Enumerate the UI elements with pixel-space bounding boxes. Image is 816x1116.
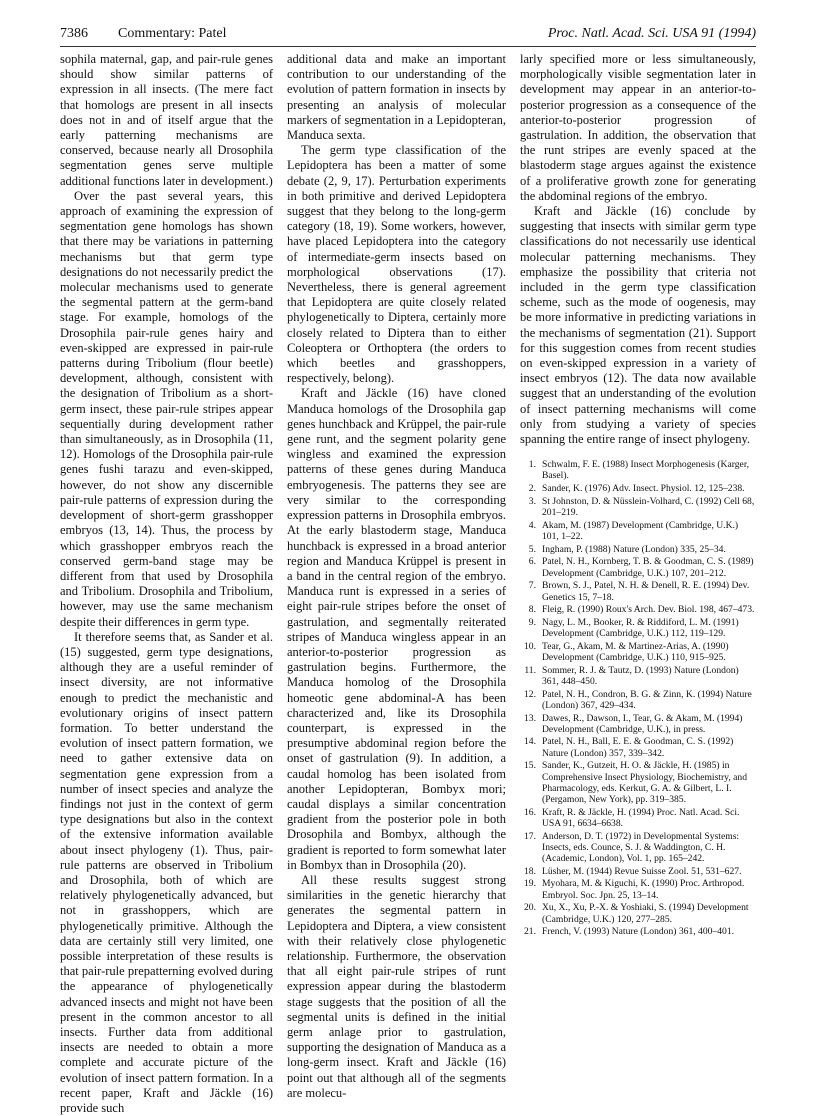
reference-text: Patel, N. H., Condron, B. G. & Zinn, K. (1994) Nature (London) 367, 429–434. (542, 688, 752, 711)
reference-item (520, 641, 756, 663)
reference-number: 14. (524, 736, 536, 748)
reference-number: 15. (524, 760, 536, 772)
reference-item (520, 831, 756, 865)
reference-text: Sommer, R. J. & Tautz, D. (1993) Nature (London) 361, 448–450. (542, 664, 739, 687)
paragraph: Over the past several years, this approach of examining the expression of segmentation gene homologs has shown that there may be variations in patterning mechanisms but that germ type designations do not necessarily predict the molecular mechanisms used to generate the segmental pattern at the germ-band stage. For example, homologs of the Drosophila pair-rule genes hairy and even-skipped are expressed in pair-rule patterns during Tribolium (flour beetle) development, although, consistent with the designation of Tribolium as a short-germ insect, these pair-rule stripes appear sequentially during development rather than simultaneously, as in Drosophila (11, 12). Homologs of the Drosophila pair-rule genes fushi tarazu and even-skipped, however, do not show any discernible pair-rule patterns of expression during the development of short-germ grasshopper embryos (13, 14). Thus, the process by which grasshopper embryos reach the conserved germ-band stage may be different from that used by Drosophila and Tribolium. Drosophila and Tribolium, however, may use the same mechanism despite their differences in germ type. (60, 188, 273, 629)
reference-number: 2. (528, 483, 536, 495)
reference-item (520, 544, 756, 555)
reference-text: French, V. (1993) Nature (London) 361, 400–401. (542, 926, 735, 938)
reference-number: 1. (528, 459, 536, 471)
reference-text: Tear, G., Akam, M. & Martinez-Arias, A. (1990) Development (Cambridge, U.K.) 110, 915–925. (542, 640, 729, 664)
reference-text: Anderson, D. T. (1972) in Developmental Systems: Insects, eds. Counce, S. J. & Waddington, C. H. (Academic, London), Vol. 1, pp. 165–242. (542, 830, 740, 864)
reference-item (520, 902, 756, 924)
paragraph: Kraft and Jäckle (16) have cloned Manduca homologs of the Drosophila gap genes hunchback and Krüppel, the pair-rule gene runt, and the segment polarity gene wingless and examined the expression patterns of these genes during Manduca embryogenesis. The patterns they see are very similar to the corresponding expression patterns in Drosophila embryos. At the early blastoderm stage, Manduca hunchback is expressed in a broad anterior region and Manduca Krüppel is present in a band in the central region of the embryo. Manduca runt is expressed in a series of eight pair-rule stripes before the onset of gastrulation, and segmentally reiterated stripes of Manduca wingless appear in an anterior-to-posterior progression as gastrulation begins. Furthermore, the Manduca homolog of the Drosophila homeotic gene abdominal-A has been characterized and, like its Drosophila counterpart, is expressed in the presumptive abdominal region before the onset of gastrulation (9). In addition, a caudal homolog has been isolated from another Lepidopteran, Bombyx mori; caudal displays a similar concentration gradient from the posterior pole in both Drosophila and Bombyx, although the gradient is reported to form somewhat later in Bombyx than in Drosophila (20). (287, 386, 506, 872)
paragraph: Kraft and Jäckle (16) conclude by suggesting that insects with similar germ type classifications do not necessarily use identical molecular patterning mechanisms. They emphasize the possibility that criteria not included in the germ type classification scheme, such as the mode of oogenesis, may be more informative in predicting variations in the mechanisms of segmentation (21). Support for this suggestion comes from recent studies on even-skipped expression in a variety of insect embryos (12). The data now available suggest that an understanding of the evolution of insect patterning mechanisms will come only from studying a variety of species spanning the entire range of insect phylogeny. (520, 204, 756, 447)
reference-text: Schwalm, F. E. (1988) Insect Morphogenesis (Karger, Basel). (542, 459, 750, 482)
reference-item (520, 760, 756, 805)
text-column-2 (287, 52, 506, 1101)
journal-citation: Proc. Natl. Acad. Sci. USA 91 (1994) (547, 26, 756, 41)
reference-item (520, 689, 756, 711)
paragraph: sophila maternal, gap, and pair-rule genes should show similar patterns of expression in all insects. (The mere fact that homologs are present in all insects does not in and of itself argue that the early patterning mechanisms are conserved, because nearly all Drosophila segmentation genes serve multiple additional functions later in development.) (60, 52, 273, 188)
reference-item (520, 807, 756, 829)
paragraph: The germ type classification of the Lepidoptera has been a matter of some debate (2, 9, 17). Perturbation experiments in both primitive and derived Lepidoptera suggest that they belong to the long-germ category (18, 19). Some workers, however, have placed Lepidoptera into the category of intermediate-germ insects based on morphological observations (17). Nevertheless, there is general agreement that Lepidoptera are quite closely related phylogenetically to Diptera, certainly more closely related to Diptera than to either Coleoptera or Orthoptera (the orders to which beetles and grasshoppers, respectively, belong). (287, 143, 506, 386)
reference-item (520, 713, 756, 735)
reference-number: 20. (524, 902, 536, 914)
reference-text: Patel, N. H., Ball, E. E. & Goodman, C. S. (1992) Nature (London) 357, 339–342. (542, 736, 734, 759)
paragraph: additional data and make an important contribution to our understanding of the evolution of pattern formation in insects by presenting an analysis of molecular markers of segmentation in a Lepidopteran, Manduca sexta. (287, 52, 506, 143)
text-column-1 (60, 52, 273, 1116)
reference-text: Dawes, R., Dawson, I., Tear, G. & Akam, M. (1994) Development (Cambridge, U.K.), in press. (542, 712, 743, 735)
reference-number: 9. (528, 616, 536, 628)
reference-item (520, 604, 756, 615)
paragraph: It therefore seems that, as Sander et al. (15) suggested, germ type designations, although they are a useful reminder of insect diversity, are not informative enough to predict the mechanistic and evolutionary origins of insect pattern formation. To better understand the evolution of insect pattern formation, we need to gather extensive data on segmentation gene expression from a number of insect species and analyze the findings not just in the context of germ type designations but also in the context of the extensive information available about insect phylogeny (1). Thus, pair-rule patterns are observed in Tribolium and Drosophila, both of which are relatively phylogenetically advanced, but not in grasshoppers, which are phylogenetically primitive. Although the data are certainly still very limited, one possible interpretation of these results is that pair-rule prepatterning evolved during the appearance of phylogenetically advanced insects and might not have been present in the common ancestor to all insects. Further data from additional insects are needed to obtain a more complete and accurate picture of the evolution of insect pattern formation. In a recent paper, Kraft and Jäckle (16) provide such (60, 629, 273, 1116)
reference-text: St Johnston, D. & Nüsslein-Volhard, C. (1992) Cell 68, 201–219. (542, 495, 755, 519)
paragraph: All these results suggest strong similarities in the genetic hierarchy that generates the segmental pattern in Lepidoptera and Diptera, a view consistent with their relatively close phylogenetic relationship. Furthermore, the observation that all eight pair-rule stripes of runt expression appear during the blastoderm stage suggests that the position of all the segmental units is defined in the initial germ anlage prior to gastrulation, supporting the designation of Manduca as a long-germ insect. Kraft and Jäckle (16) point out that although all of the segments are molecu- (287, 872, 506, 1100)
reference-item (520, 617, 756, 639)
reference-item (520, 459, 756, 481)
reference-number: 8. (528, 604, 536, 616)
reference-text: Kraft, R. & Jäckle, H. (1994) Proc. Natl. Acad. Sci. USA 91, 6634–6638. (542, 806, 740, 829)
reference-item (520, 580, 756, 602)
reference-text: Myohara, M. & Kiguchi, K. (1990) Proc. Arthropod. Embryol. Soc. Jpn. 25, 13–14. (542, 878, 745, 901)
reference-text: Akam, M. (1987) Development (Cambridge, U.K.) 101, 1–22. (542, 519, 739, 542)
text-column-3 (520, 52, 756, 939)
reference-item (520, 665, 756, 687)
reference-text: Brown, S. J., Patel, N. H. & Denell, R. E. (1994) Dev. Genetics 15, 7–18. (542, 580, 750, 603)
reference-text: Nagy, L. M., Booker, R. & Riddiford, L. M. (1991) Development (Cambridge, U.K.) 112, 119–129. (542, 616, 739, 640)
reference-number: 16. (524, 806, 536, 818)
reference-number: 17. (524, 830, 536, 842)
paragraph: larly specified more or less simultaneously, morphologically visible segmentation later in development may appear in an anterior-to-posterior progression as a consequence of the anterior-to-posterior progression of gastrulation. In addition, the observation that the runt stripes are evenly spaced at the blastoderm stage argues against the existence of a proliferative growth zone for generating the abdominal regions of the embryo. (520, 52, 756, 203)
reference-item (520, 736, 756, 758)
reference-item (520, 483, 756, 494)
reference-number: 7. (528, 580, 536, 592)
reference-number: 19. (524, 878, 536, 890)
reference-number: 10. (524, 640, 536, 652)
page-number: 7386 (60, 26, 88, 41)
reference-text: Xu, X., Xu, P.-X. & Yoshiaki, S. (1994) Development (Cambridge, U.K.) 120, 277–285. (542, 902, 749, 925)
reference-number: 6. (528, 556, 536, 568)
reference-number: 18. (524, 865, 536, 877)
running-header (60, 24, 756, 47)
reference-item (520, 556, 756, 578)
reference-text: Sander, K. (1976) Adv. Insect. Physiol. 12, 125–238. (542, 483, 745, 495)
reference-item (520, 926, 756, 937)
reference-number: 12. (524, 688, 536, 700)
reference-text: Ingham, P. (1988) Nature (London) 335, 25–34. (542, 543, 726, 555)
section-title: Commentary: Patel (118, 26, 227, 41)
reference-number: 4. (528, 519, 536, 531)
reference-item (520, 878, 756, 900)
reference-number: 5. (528, 543, 536, 555)
reference-item (520, 496, 756, 518)
reference-item (520, 520, 756, 542)
reference-number: 11. (524, 664, 536, 676)
reference-list (520, 459, 756, 937)
reference-text: Fleig, R. (1990) Roux's Arch. Dev. Biol. 198, 467–473. (542, 604, 755, 616)
reference-text: Lüsher, M. (1944) Revue Suisse Zool. 51, 531–627. (542, 865, 742, 877)
reference-number: 3. (528, 495, 536, 507)
reference-number: 21. (524, 926, 536, 938)
reference-number: 13. (524, 712, 536, 724)
reference-text: Sander, K., Gutzeit, H. O. & Jäckle, H. (1985) in Comprehensive Insect Physiology, Biochemistry, and Pharmacology, eds. Kerkut, G. A. & Gilbert, L. I. (Pergamon, New York), pp. 319–385. (542, 760, 747, 805)
reference-item (520, 866, 756, 877)
reference-text: Patel, N. H., Kornberg, T. B. & Goodman, C. S. (1989) Development (Cambridge, U.K.) 107, 201–212. (542, 556, 754, 579)
